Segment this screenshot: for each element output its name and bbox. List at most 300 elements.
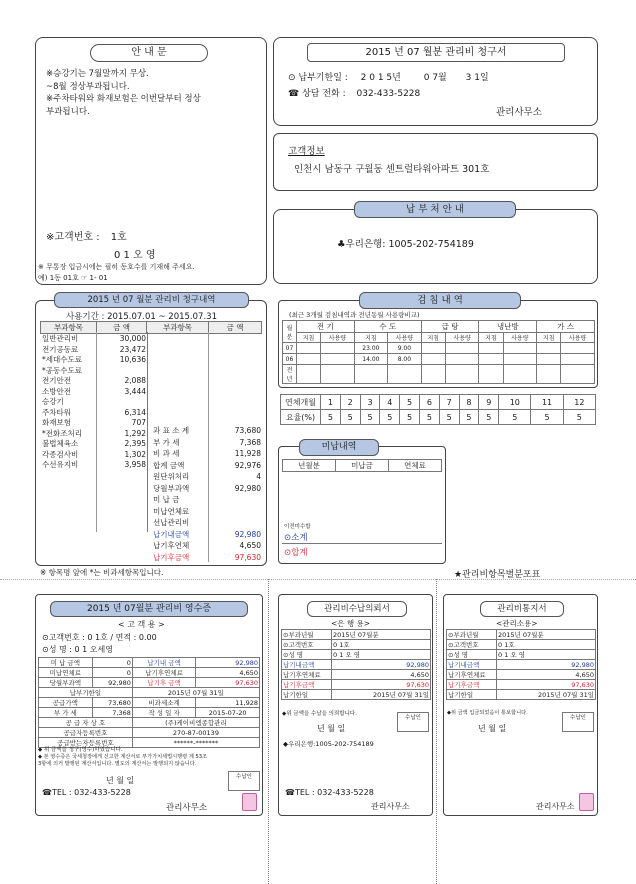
meter-cell [421,365,445,384]
charge-item-label: 미 납 금 [153,495,180,504]
meter-cell [479,343,503,354]
copy-value: 92,980 [497,660,596,670]
receipt-cell: 7,368 [92,708,132,718]
target-icon: ⊙ [288,73,296,83]
meter-cell [445,343,479,354]
receipt-cell: (주)케이비엠종합관리 [132,718,259,728]
copy-value: 0 1 오 영 [332,650,431,660]
copy-value: 92,980 [332,660,431,670]
receipt-row [39,668,260,678]
charge-right-list [153,425,261,563]
charge-item-label: 전기공동료 [42,344,79,354]
copy-label: 납기한일 [282,690,332,700]
receipt-tel: ☎TEL : 032-433-5228 [42,788,131,797]
charge-item-label: 부 가 세 [153,437,180,447]
charge-row [153,494,261,506]
office-copy-date-line: 년 월 일 [478,724,507,733]
charge-item-label: 미납연체료 [153,506,190,516]
copy-label: 납기한일 [447,690,497,700]
charge-row [153,448,261,460]
charge-item-label: *세대수도료 [42,355,82,364]
bank-copy-date-line: 년 월 일 [317,724,346,733]
charge-item-amount: 7,368 [239,437,261,447]
receipt-row [39,718,260,728]
customer-number-label: ※고객번호 : [46,232,100,243]
divider [96,332,97,532]
meter-group: 수 도 [354,321,421,333]
receipt-cell: 92,980 [92,678,132,688]
receipt-cell: 공급자등록번호 [39,728,133,738]
copy-info-table [281,629,431,700]
charge-item-label: 선납관리비 [153,518,190,527]
unpaid-table [282,459,442,472]
receipt-note: ◆ 본 영수증은 국세청장에게 신고한 계산서로 부가가치세법시행령 제 53조 [38,754,208,760]
receipt-row [39,678,260,688]
meter-cell [321,354,355,365]
charge-row [42,355,146,366]
receipt-cell: 2015년 07월 31일 [132,688,259,698]
receipt-cell: 부 가 세 [39,708,93,718]
receipt-cell: 73,680 [92,698,132,708]
customer-address: 인천시 남동구 구월동 센트럴타워아파트 301호 [294,164,490,175]
charge-item-amount: 707 [131,418,146,427]
overdue-cell: 4 [380,395,400,410]
meter-sub-col: 지침 [537,333,561,343]
charge-row [153,471,261,483]
receipt-note: 3항에 의거 발행된 계산서입니다. 별도의 계산서는 발행되지 않습니다. [38,761,197,767]
due-day: 3 1일 [465,73,489,83]
divider [147,332,148,532]
copy-label: ⊙부과년월 [282,630,332,640]
copy-label: ⊙고객번호 [447,640,497,650]
charge-item-label: 각종검사비 [42,449,79,459]
charge-row [42,387,146,398]
notice-title: 안 내 문 [90,44,208,62]
phone-number: 032-433-5228 [356,89,421,99]
meter-cell [297,365,321,384]
charge-row [153,483,261,495]
charge-item-label: 불법체육소 [42,439,79,448]
notice-box [35,37,267,285]
receipt-cell: 미 납 금액 [39,658,93,668]
bank-copy-subtitle: <은 행 용> [331,619,371,628]
overdue-cell: 5 [400,395,420,410]
meter-sub-row [283,333,595,343]
overdue-label: 요율(%) [281,410,321,425]
meter-cell [421,354,445,365]
copy-label: ⊙성 명 [282,650,332,660]
copy-value: 2015년 07월 31일 [497,690,596,700]
charge-row [153,460,261,472]
charge-item-amount: 1,302 [124,449,146,459]
charge-item-label: 수선유지비 [42,460,79,469]
receipt-row [39,728,260,738]
charge-item-amount: 4 [256,472,261,481]
copy-value: 97,630 [332,680,431,690]
unpaid-col: 미납금 [336,460,389,472]
charge-item-amount: 73,680 [234,426,261,435]
receipt-date-line: 년 월 일 [106,776,135,785]
bank-copy-note: ◆위 금액을 수납을 의뢰합니다. [282,711,357,717]
meter-cell [297,343,321,354]
charge-item-label: 합계 금액 [153,460,185,470]
charge-row [42,376,146,387]
seal-label: 수납인 [236,774,252,780]
customer-name: 0 1 오 영 [114,250,156,261]
customer-number: 1호 [110,232,127,243]
copy-label: 납기후금액 [447,680,497,690]
charge-item-amount: 30,000 [119,334,146,343]
charge-row [42,460,146,471]
overdue-cell: 5 [439,410,459,425]
unpaid-box [278,442,446,564]
charge-item-label: 과 표 소 계 [153,426,190,435]
due-month: 0 7월 [423,73,447,83]
overdue-cell: 5 [459,410,479,425]
charge-row [42,450,146,461]
receipt-cell: 비과세소계 [132,698,195,708]
copy-value: 2015년 07월분 [497,630,596,640]
meter-cell [445,354,479,365]
receipt-cell: 공 급 자 상 호 [39,718,133,728]
receipt-note: ◆ 위 금액을 청구(영수)하였습니다. [38,747,123,753]
overdue-cell: 5 [321,410,341,425]
copy-row [447,630,596,640]
meter-cell [537,365,561,384]
meter-row [283,343,595,354]
charge-item-label: 승강기 [42,397,64,406]
previous-unpaid-label: 이전미수합 [284,524,311,530]
copy-amount-row [447,660,596,670]
receipt-cell: 공급가액 [39,698,93,708]
col-amount: 금 액 [209,322,262,334]
office-copy-info [446,629,596,700]
charge-item-amount: 1,292 [124,428,146,438]
charge-item-label: 납기내금액 [153,529,190,539]
notice-foot: ※ 무통장 입금시에는 필히 동호수를 기재해 주세요. [38,263,195,271]
receipt-cell: 납기후 금액 [132,678,195,688]
receipt-cell: 4,650 [196,668,260,678]
meter-cell [479,365,503,384]
meter-month-col: 월분 [283,321,297,343]
notice-foot-example: 예) 1동 01호 ☞ 1- 01 [38,274,108,282]
receipt-customer: ⊙고객번호 : 0 1호 / 면적 : 0.00 [42,633,157,642]
unpaid-col: 연체료 [389,460,442,472]
meter-cell: 전년 [283,365,297,384]
receipt-cell: 당월부과액 [39,678,93,688]
charge-item-label: *공동수도료 [42,365,82,375]
phone-label: 상담 전화 : [302,89,346,99]
receipt-cell: ******-******* [132,738,259,748]
overdue-cell: 5 [531,410,563,425]
copy-label: ⊙고객번호 [282,640,332,650]
meter-sub-col: 사용량 [503,333,537,343]
bank-copy-tel: ☎TEL : 032-433-5228 [285,788,374,797]
charge-row [153,552,261,564]
charge-item-label: 당월부과액 [153,483,190,493]
copy-row [447,650,596,660]
charge-row [42,418,146,429]
payment-place-box [273,204,598,284]
charge-item-label: 비 과 세 [153,449,180,458]
unpaid-total: ⊙합계 [284,548,308,558]
overdue-cell: 9 [479,395,499,410]
copy-row [282,630,431,640]
bill-title: 2015 년 07 월분 관리비 청구서 [307,43,565,62]
meter-cell [354,365,387,384]
unpaid-line [282,543,442,544]
meter-head-row [283,321,595,333]
copy-value: 0 1호 [332,640,431,650]
receipt-cell: 0 [92,668,132,678]
charge-item-label: *전화조처리 [42,428,82,438]
receipt-seal-box [228,771,260,791]
unpaid-title: 미납내역 [299,439,379,456]
customer-info-title: 고객정보 [288,146,325,157]
meter-cell: 8.00 [388,354,422,365]
copy-value: 0 1 오 영 [497,650,596,660]
seal-label: 수납인 [570,715,586,721]
copy-row [282,650,431,660]
charge-item-amount: 97,630 [234,552,261,562]
charge-item-label: 원단위처리 [153,472,190,481]
col-amount: 금 액 [97,322,147,334]
bank-copy-title: 관리비수납의뢰서 [307,601,407,617]
charge-row [42,408,146,419]
receipt-cell: 공급받는자등록번호 [39,738,133,748]
non-tax-note: ※ 항목명 앞에 *는 비과세항목입니다. [40,568,164,577]
meter-group: 냉난방 [479,321,537,333]
receipt-row [39,698,260,708]
copy-amount-row [447,680,596,690]
receipt-cell: 납기후연체료 [132,668,195,678]
charge-item-amount: 11,928 [234,449,261,458]
customer-info-box [273,133,598,191]
meter-cell: 9.00 [388,343,422,354]
overdue-cell: 10 [499,395,531,410]
charge-row [153,529,261,541]
bank-copy-account: ◆우리은행:1005-202-754189 [283,740,374,748]
charge-item-label: 납기후연체 [153,541,190,550]
charge-item-amount: 23,472 [119,344,146,354]
charge-row [42,366,146,377]
charge-left-list [42,334,146,471]
meter-cell [297,354,321,365]
charge-details-box [35,295,267,566]
bank-copy-office: 관리사무소 [371,802,410,811]
overdue-cell: 2 [340,395,360,410]
notice-line: ~8월 정상부과됩니다. [46,81,130,92]
due-year: 2 0 1 5년 [360,73,401,83]
usage-period: 사용기간 : 2015.07.01 ~ 2015.07.31 [66,312,217,322]
meter-sub-col: 사용량 [388,333,422,343]
charge-item-label: 화재보험 [42,418,71,427]
receipt-row [39,708,260,718]
meter-sub-col: 사용량 [561,333,595,343]
copy-value: 2015년 07월분 [332,630,431,640]
notice-line: 부과됩니다. [46,106,90,117]
bank-seal-box [397,712,429,732]
customer-number-row [46,228,127,243]
receipt-cell: 0 [92,658,132,668]
meter-cell [321,343,355,354]
divider [208,332,209,562]
overdue-cell: 1 [321,395,341,410]
meter-cell [561,343,595,354]
copy-label: 납기내금액 [447,660,497,670]
copy-amount-row [282,660,431,670]
charge-row [153,506,261,518]
meter-cell [503,354,537,365]
meter-group: 급 탕 [421,321,479,333]
overdue-cell: 11 [531,395,563,410]
charge-row [42,439,146,450]
meter-cell: 06 [283,354,297,365]
unpaid-col: 년월분 [283,460,336,472]
receipt-row [39,658,260,668]
meter-sub-col: 지침 [297,333,321,343]
office-name: 관리사무소 [496,107,542,118]
overdue-cell: 5 [563,410,595,425]
charge-item-amount: 3,444 [124,386,146,396]
office-copy-note: ◆위 금액 입금되었음이 통보합니다. [447,710,528,716]
bank-copy-box [278,594,433,816]
charge-row [153,540,261,552]
meter-cell [479,354,503,365]
col-item: 부과항목 [147,322,209,334]
overdue-cell: 5 [479,410,499,425]
receipt-cell: 미납연체료 [39,668,93,678]
copy-amount-row [447,690,596,700]
office-copy-office: 관리사무소 [536,802,575,811]
charge-item-label: 납기후금액 [153,552,190,562]
charge-item-amount: 10,636 [119,355,146,364]
office-copy-box [443,594,598,816]
receipt-cell: 작 성 일 자 [132,708,195,718]
copy-label: 납기후금액 [282,680,332,690]
copy-amount-row [447,670,596,680]
charge-item-amount: 92,980 [234,483,261,493]
receipt-cell: 92,980 [196,658,260,668]
phone-icon: ☎ [288,89,300,99]
due-label: 납부기한일 : [298,73,348,83]
charge-table [40,321,262,334]
receipt-cell: 270-87-00139 [132,728,259,738]
receipt-table [38,657,260,748]
unpaid-subtotal: ⊙소계 [284,533,308,543]
meter-cell: 14.00 [354,354,387,365]
overdue-label: 연체개월 [281,395,321,410]
meter-cell: 23.00 [354,343,387,354]
meter-cell [321,365,355,384]
receipt-title: 2015 년 07월분 관리비 영수증 [50,601,248,617]
receipt-subtitle: < 고 객 용 > [118,620,165,629]
cut-line [436,579,437,884]
copy-label: ⊙성 명 [447,650,497,660]
overdue-row [281,395,596,410]
overdue-cell: 8 [459,395,479,410]
copy-value: 4,650 [332,670,431,680]
overdue-cell: 5 [360,410,380,425]
office-seal-box [562,712,594,732]
copy-amount-row [282,670,431,680]
meter-cell [445,365,479,384]
overdue-cell: 5 [400,410,420,425]
charge-row [153,437,261,449]
charge-item-amount: 92,976 [234,460,261,470]
receipt-cell: 11,928 [196,698,260,708]
meter-table [282,320,595,384]
receipt-cell: 납기내 금액 [132,658,195,668]
charge-row [42,397,146,408]
overdue-cell: 5 [340,410,360,425]
payment-place-title: 납 부 처 안 내 [354,201,516,218]
copy-row [447,640,596,650]
receipt-box [35,594,263,816]
office-copy-subtitle: <관리소용> [496,619,538,628]
receipt-row [39,688,260,698]
meter-cell [561,365,595,384]
bank-copy-info [281,629,431,700]
due-row [288,70,489,83]
cut-line [268,579,269,884]
charge-item-label: 일반관리비 [42,334,79,343]
charge-item-amount: 2,395 [124,439,146,448]
meter-cell [561,354,595,365]
charge-item-label: 전기안전 [42,376,71,385]
office-stamp-icon [242,793,257,811]
copy-label: ⊙부과년월 [447,630,497,640]
charge-row [153,425,261,437]
charge-item-label: 주차타워 [42,407,71,417]
copy-row [282,640,431,650]
meter-cell [537,343,561,354]
charge-details-title: 2015 년 07 월분 관리비 청구내역 [54,292,249,308]
charge-row [42,429,146,440]
bank-account: ♣우리은행: 1005-202-754189 [337,239,474,250]
office-copy-title: 관리비통지서 [480,601,564,617]
overdue-cell: 5 [419,410,439,425]
meter-title: 검 침 내 역 [359,292,521,309]
copy-amount-row [282,680,431,690]
charge-item-label: 소방안전 [42,386,71,396]
meter-sub-col: 지침 [421,333,445,343]
charge-row [153,517,261,529]
copy-value: 4,650 [497,670,596,680]
cut-line [0,579,636,580]
meter-subtitle: (최근 3개월 검침내역과 전년동월 사용량비교) [289,311,420,319]
copy-label: 납기내금액 [282,660,332,670]
charge-item-amount: 92,980 [234,529,261,539]
meter-box [278,295,598,388]
charge-item-amount: 2,088 [124,376,146,385]
charge-item-amount: 4,650 [239,541,261,550]
overdue-rate-table [280,394,596,425]
receipt-name: ⊙성 명 : 0 1 오세영 [42,645,113,654]
col-item: 부과항목 [41,322,97,334]
meter-cell [503,365,537,384]
notice-line: ※승강기는 7월말까지 무상. [46,69,149,79]
charge-row [42,345,146,356]
meter-sub-col: 지침 [354,333,387,343]
copy-label: 납기후연체료 [282,670,332,680]
copy-value: 0 1호 [497,640,596,650]
receipt-office: 관리사무소 [166,803,208,813]
charge-item-amount: 6,314 [124,407,146,417]
meter-group: 전 기 [297,321,355,333]
bill-box [273,37,598,126]
overdue-cell: 5 [499,410,531,425]
